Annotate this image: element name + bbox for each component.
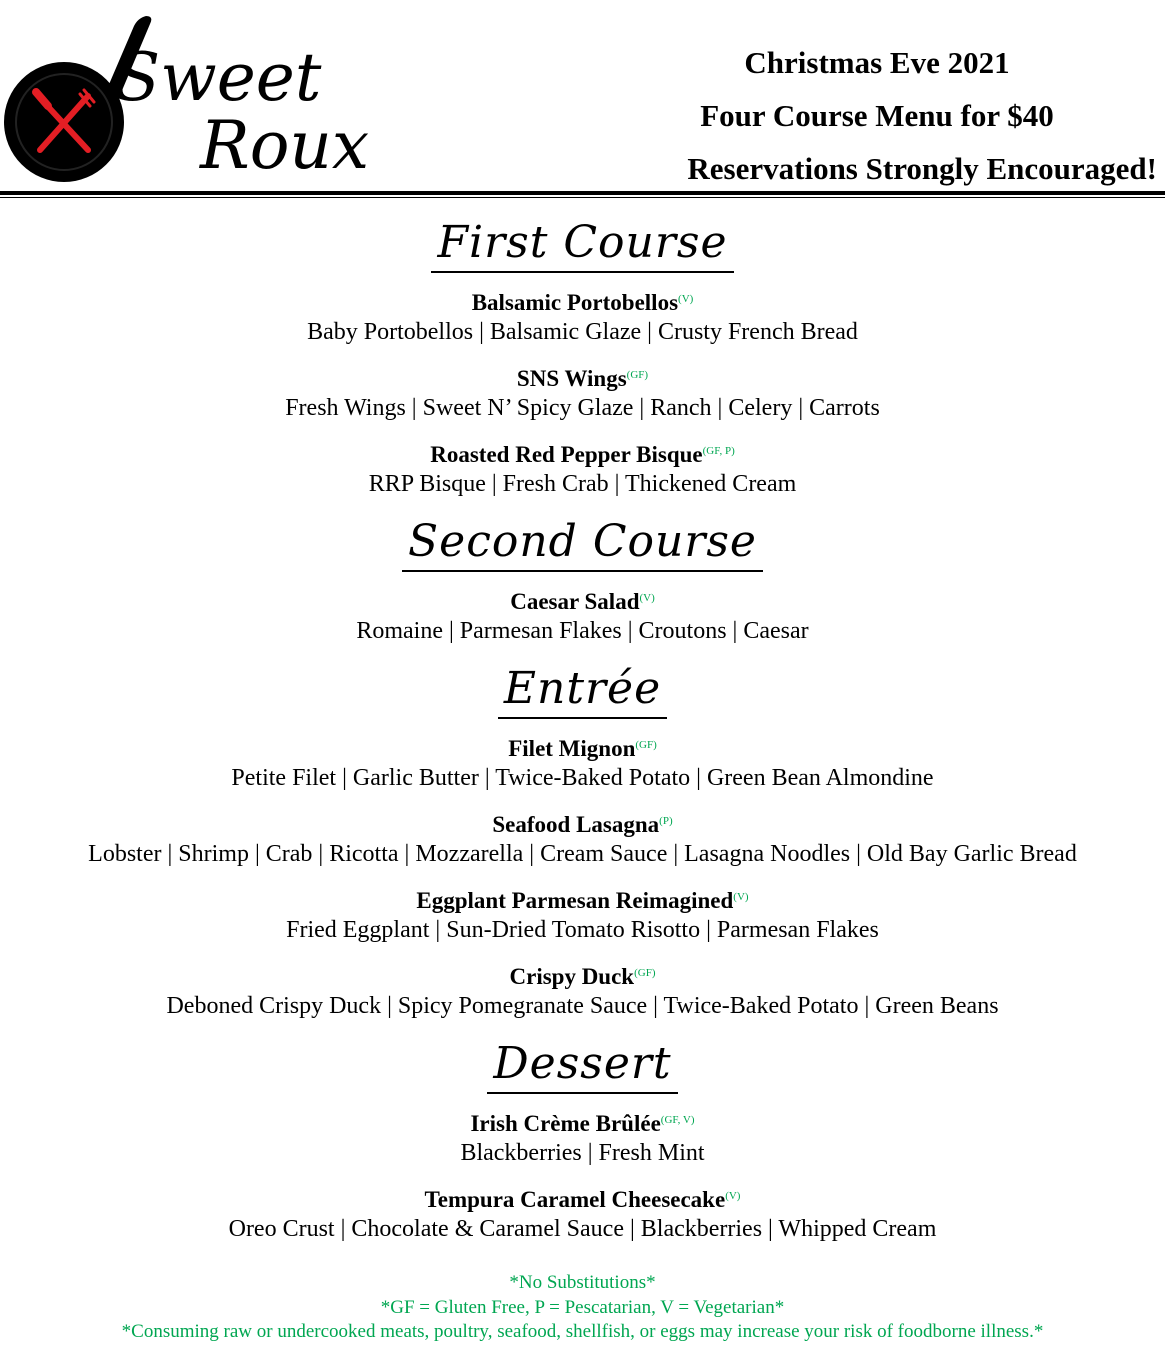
menu-item	[0, 584, 1165, 646]
course-title-second: Second Course	[0, 517, 1165, 572]
diet-tag: (V)	[639, 592, 655, 604]
course-title-entree: Entrée	[0, 664, 1165, 719]
diet-tag: (V)	[733, 891, 749, 903]
menu-item	[0, 731, 1165, 793]
item-description: Romaine | Parmesan Flakes | Croutons | Caesar	[356, 618, 809, 644]
item-name: Crispy Duck	[509, 964, 635, 989]
diet-tag: (GF)	[635, 739, 657, 751]
item-name: Balsamic Portobellos	[471, 290, 679, 315]
item-description: Baby Portobellos | Balsamic Glaze | Crusty French Bread	[307, 319, 858, 345]
item-name: Caesar Salad	[510, 589, 640, 614]
item-name: Tempura Caramel Cheesecake	[424, 1187, 726, 1212]
menu-item	[0, 1106, 1165, 1168]
diet-legend: *GF = Gluten Free, P = Pescatarian, V = Vegetarian*	[380, 1296, 785, 1318]
logo-word-roux: Roux	[200, 107, 370, 184]
item-description: Petite Filet | Garlic Butter | Twice-Baked Potato | Green Bean Almondine	[231, 765, 934, 791]
course-title-dessert: Dessert	[0, 1039, 1165, 1094]
diet-tag: (V)	[725, 1190, 741, 1202]
item-name: Roasted Red Pepper Bisque	[430, 442, 703, 467]
item-name: Filet Mignon	[508, 736, 636, 761]
item-description: Deboned Crispy Duck | Spicy Pomegranate Sauce | Twice-Baked Potato | Green Beans	[166, 993, 999, 1019]
item-name: SNS Wings	[516, 366, 627, 391]
menu-item	[0, 285, 1165, 347]
item-description: Fresh Wings | Sweet N’ Spicy Glaze | Ranch | Celery | Carrots	[285, 395, 880, 421]
menu-item	[0, 959, 1165, 1021]
no-substitutions-note: *No Substitutions*	[509, 1272, 656, 1293]
item-name: Seafood Lasagna	[492, 812, 660, 837]
menu-item	[0, 807, 1165, 869]
food-safety-warning: *Consuming raw or undercooked meats, poultry, seafood, shellfish, or eggs may increase your risk of foodborne illness.*	[121, 1321, 1044, 1342]
logo-word-sweet: Sweet	[115, 39, 322, 116]
sweet-roux-logo	[0, 8, 410, 193]
header-rule-thin	[0, 197, 1165, 198]
event-title: Christmas Eve 2021	[744, 45, 1010, 80]
header-rule-thick	[0, 191, 1165, 195]
menu-item	[0, 437, 1165, 499]
diet-tag: (V)	[678, 293, 694, 305]
diet-tag: (GF)	[626, 369, 649, 381]
price-line: Four Course Menu for $40	[700, 98, 1054, 133]
item-description: Fried Eggplant | Sun-Dried Tomato Risotto | Parmesan Flakes	[286, 917, 879, 943]
menu-header	[0, 0, 1165, 200]
item-description: Blackberries | Fresh Mint	[460, 1140, 705, 1166]
diet-tag: (GF, P)	[702, 445, 735, 457]
menu-item	[0, 361, 1165, 423]
item-description: RRP Bisque | Fresh Crab | Thickened Cream	[368, 471, 797, 497]
reservations-line: Reservations Strongly Encouraged!	[687, 151, 1157, 186]
item-description: Oreo Crust | Chocolate & Caramel Sauce | Blackberries | Whipped Cream	[228, 1216, 937, 1242]
menu-item	[0, 1182, 1165, 1244]
diet-tag: (GF)	[634, 967, 656, 979]
item-name: Eggplant Parmesan Reimagined	[416, 888, 734, 913]
item-description: Lobster | Shrimp | Crab | Ricotta | Mozzarella | Cream Sauce | Lasagna Noodles | Old Bay Garlic Bread	[88, 841, 1077, 867]
item-name: Irish Crème Brûlée	[470, 1111, 661, 1136]
diet-tag: (P)	[659, 815, 673, 827]
header-text	[597, 36, 1157, 195]
menu-item	[0, 883, 1165, 945]
diet-tag: (GF, V)	[660, 1114, 695, 1126]
course-title-first: First Course	[0, 218, 1165, 273]
menu-footer	[0, 1271, 1165, 1345]
